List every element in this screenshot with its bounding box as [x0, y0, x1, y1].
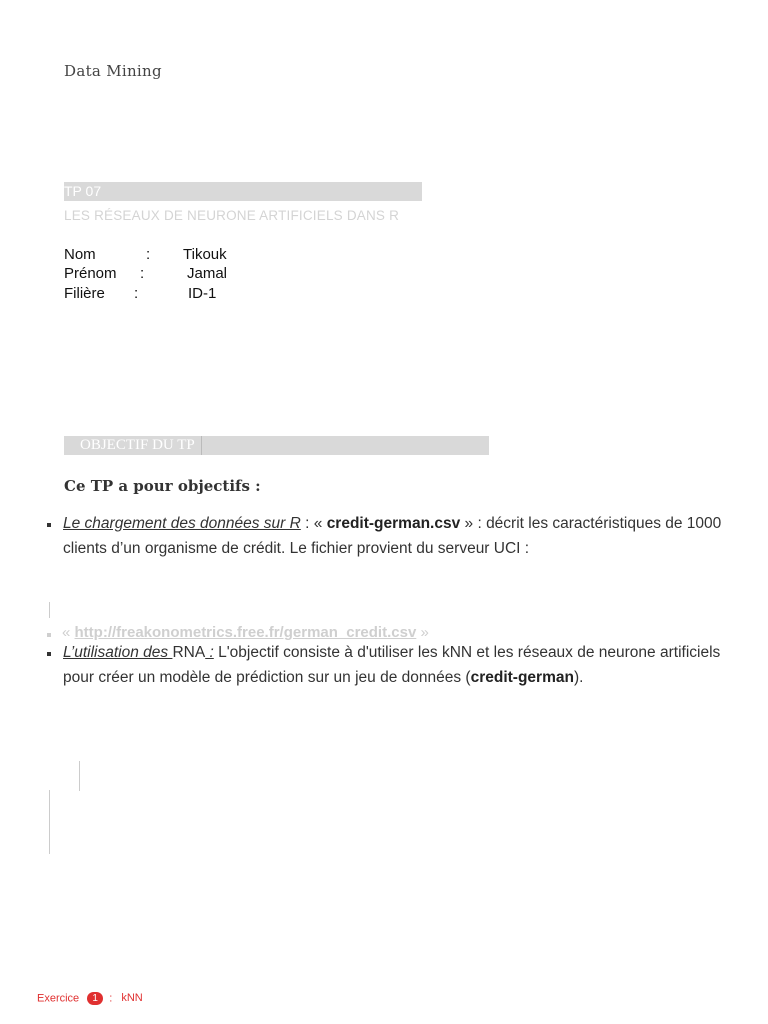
bullet-icon	[47, 633, 51, 637]
margin-line	[79, 761, 80, 791]
tp-subtitle: LES RÉSEAUX DE NEURONE ARTIFICIELS DANS R	[64, 208, 400, 223]
student-separator: :	[134, 285, 139, 302]
exercise-label: Exercice	[37, 992, 80, 1005]
document-title: Data Mining	[64, 62, 162, 80]
objective-item-loading	[63, 511, 733, 561]
student-value: ID-1	[188, 285, 217, 302]
student-label: Prénom	[64, 265, 117, 282]
item-title-rna: RNA	[172, 644, 206, 661]
student-separator: :	[146, 246, 151, 263]
objective-band-label: OBJECTIF DU TP	[80, 437, 195, 453]
link-close-quote: »	[416, 624, 429, 641]
student-row-filiere	[64, 285, 364, 304]
objective-band	[64, 436, 489, 455]
bullet-icon	[47, 523, 51, 527]
dataset-link[interactable]: http://freakonometrics.free.fr/german_credit.csv	[74, 624, 417, 641]
student-row-nom	[64, 246, 364, 265]
student-separator: :	[140, 265, 145, 282]
exercise-topic: kNN	[121, 992, 143, 1005]
item-sep: : «	[300, 515, 327, 532]
student-label: Filière	[64, 285, 105, 302]
item-title-colon: :	[205, 644, 214, 661]
objective-item-rna	[63, 640, 733, 690]
student-label: Nom	[64, 246, 96, 263]
item-dataset-name: credit-german	[470, 669, 574, 686]
item-text-end: ).	[573, 669, 584, 686]
exercise-separator: :	[109, 992, 113, 1005]
tp-number-band	[64, 182, 422, 201]
bullet-icon	[47, 652, 51, 656]
item-filename: credit-german.csv	[326, 515, 461, 532]
item-title: L’utilisation des	[63, 644, 173, 661]
item-title: Le chargement des données sur R	[63, 515, 301, 532]
objective-heading: Ce TP a pour objectifs :	[64, 477, 261, 495]
student-value: Tikouk	[183, 246, 227, 263]
text-cursor	[201, 436, 202, 455]
tp-number: TP 07	[64, 183, 102, 199]
item-text: » : décrit les caractéristiques de 1000 clients d’un organisme de crédit. Le fichier provient du serveur UCI :	[63, 515, 722, 557]
exercise-footer	[37, 992, 143, 1005]
exercise-number-badge: 1	[87, 992, 103, 1005]
link-open-quote: «	[62, 624, 75, 641]
dataset-link-line	[62, 624, 429, 641]
item-text: L'objectif consiste à d'utiliser les kNN et les réseaux de neurone artificiels pour créer un modèle de prédiction sur un jeu de données (	[63, 644, 721, 686]
student-value: Jamal	[187, 265, 228, 282]
student-row-prenom	[64, 265, 364, 284]
margin-line	[49, 602, 50, 618]
margin-line	[49, 790, 50, 854]
